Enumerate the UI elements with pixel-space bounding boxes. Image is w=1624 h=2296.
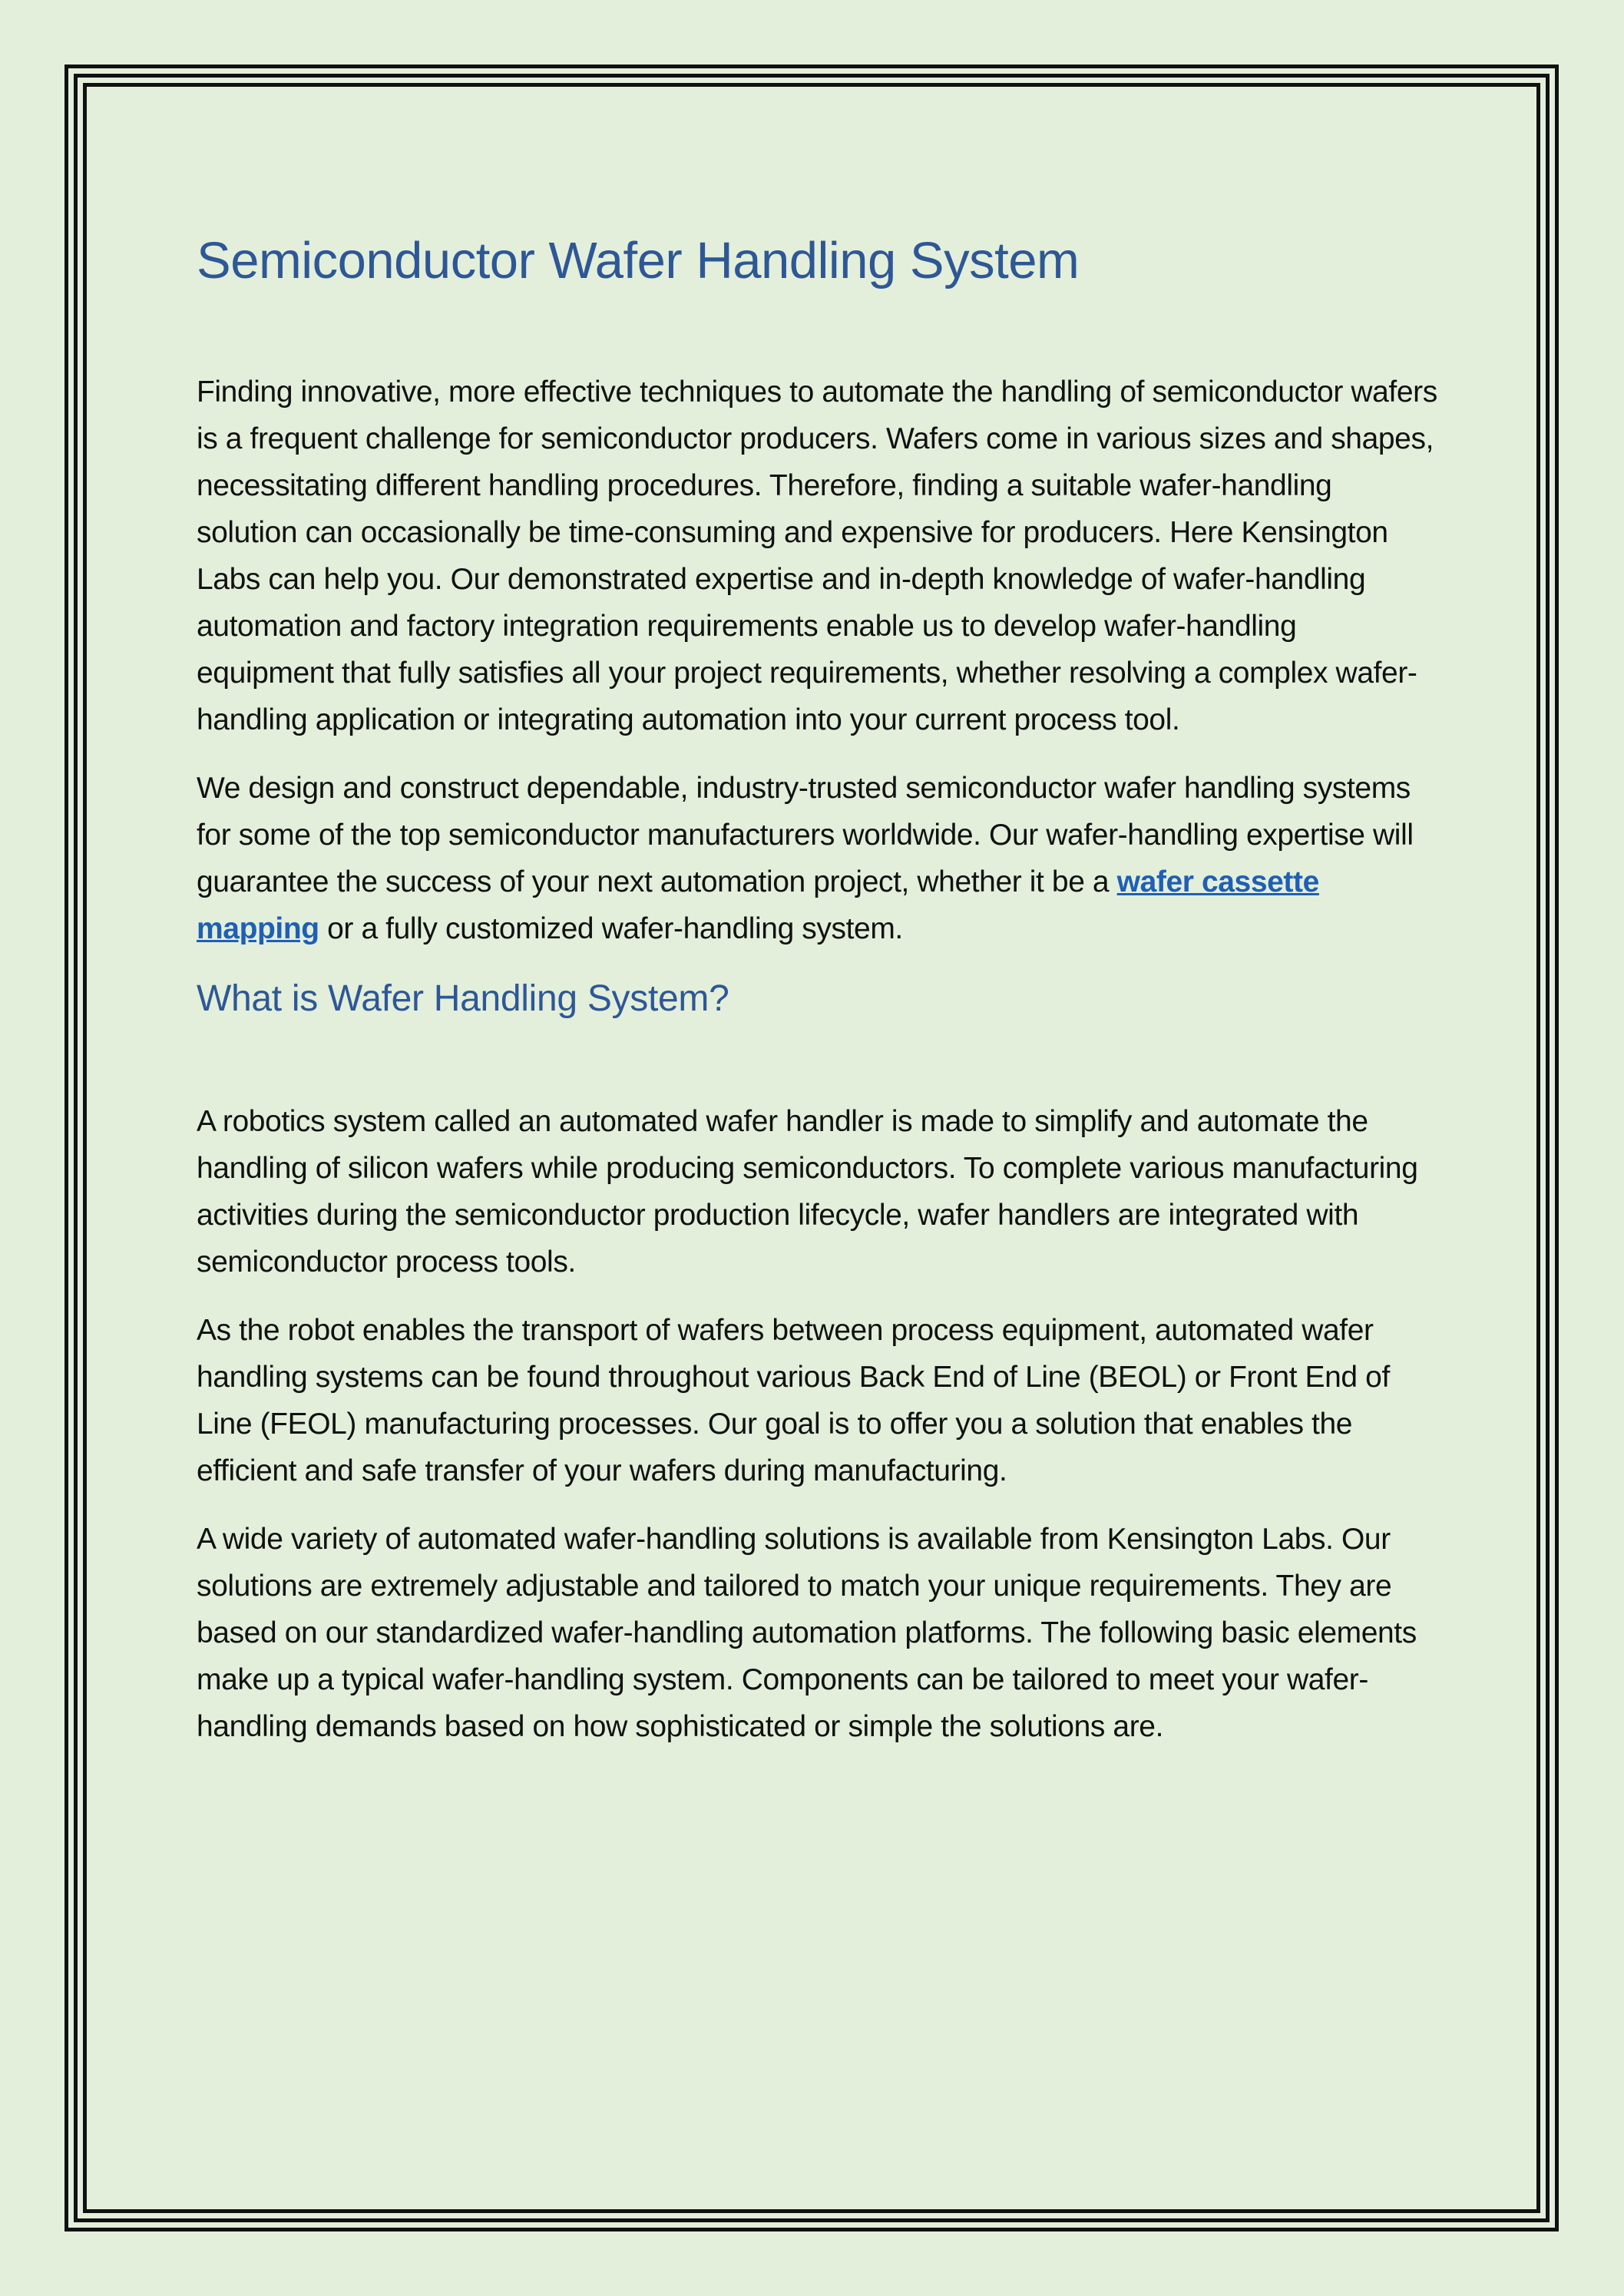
wafer-cassette-mapping-link[interactable]: wafer cassette mapping: [197, 865, 1319, 946]
section-heading: What is Wafer Handling System?: [197, 978, 729, 1020]
document-title: Semiconductor Wafer Handling System: [197, 232, 1080, 289]
expertise-text-before-link: We design and construct dependable, industry-trusted semiconductor wafer handling systems for some of the top semiconductor manufacturers worldwide. Our wafer-handling expertise will guarantee the success of your next automation project, whether it be a: [197, 772, 1414, 899]
solutions-paragraph: A wide variety of automated wafer-handling solutions is available from Kensington Labs. Our solutions are extremely adjustable and tailored to match your unique requirements. They are based on our standardized wafer-handling automation platforms. The following basic elements make up a typical wafer-handling system. Components can be tailored to meet your wafer-handling demands based on how sophisticated or simple the solutions are.: [197, 1522, 1417, 1743]
transport-paragraph: As the robot enables the transport of wafers between process equipment, automated wafer handling systems can be found throughout various Back End of Line (BEOL) or Front End of Line (FEOL) manufacturing processes. Our goal is to offer you a solution that enables the efficient and safe transfer of your wafers during manufacturing.: [197, 1313, 1390, 1487]
expertise-paragraph: [197, 765, 1440, 952]
definition-paragraph: A robotics system called an automated wafer handler is made to simplify and automate the handling of silicon wafers while producing semiconductors. To complete various manufacturing activities during the semiconductor production lifecycle, wafer handlers are integrated with semiconductor process tools.: [197, 1104, 1418, 1279]
document-body: [197, 230, 1440, 1750]
expertise-text-after-link: or a fully customized wafer-handling system.: [319, 912, 903, 946]
intro-paragraph: Finding innovative, more effective techniques to automate the handling of semiconductor wafers is a frequent challenge for semiconductor producers. Wafers come in various sizes and shapes, necessitating different handling procedures. Therefore, finding a suitable wafer-handling solution can occasionally be time-consuming and expensive for producers. Here Kensington Labs can help you. Our demonstrated expertise and in-depth knowledge of wafer-handling automation and factory integration requirements enable us to develop wafer-handling equipment that fully satisfies all your project requirements, whether resolving a complex wafer-handling application or integrating automation into your current process tool.: [197, 375, 1437, 737]
